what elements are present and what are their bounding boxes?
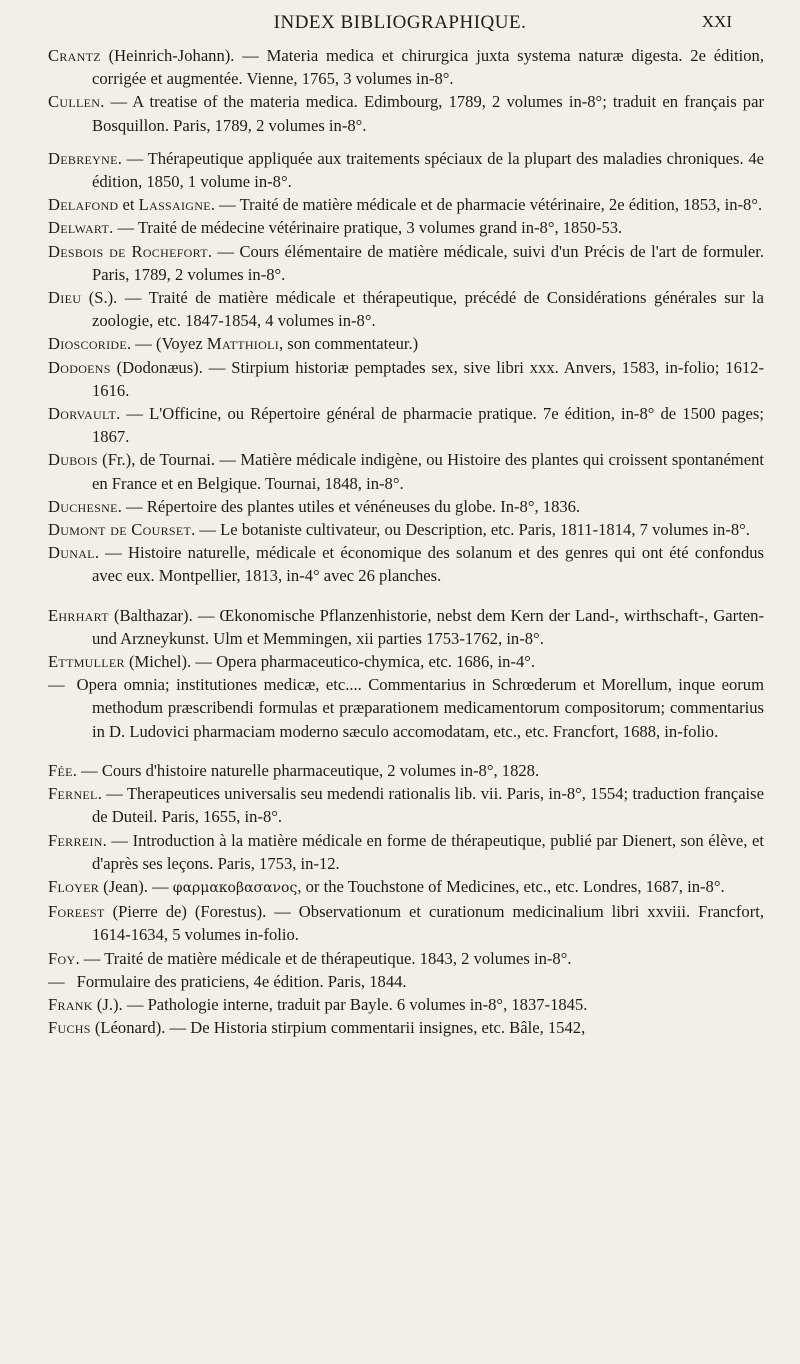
greek-title: φαρμακοβασανος (172, 879, 298, 896)
bib-entry: Ferrein. — Introduction à la matière médicale en forme de thérapeutique, publié par Dienert, son élève, et d'après ses leçons. Paris, 1753, in-12. (48, 830, 764, 873)
bib-entry: Floyer (Jean). — φαρμακοβασανος, or the Touchstone of Medicines, etc., etc. Londres, 1687, in-8°. (48, 876, 725, 896)
page-number: XXI (701, 12, 732, 31)
bib-entry: Foreest (Pierre de) (Forestus). — Observationum et curationum medicinalium libri xxviii. Francfort, 1614-1634, 5 volumes in-folio. (48, 902, 764, 945)
bib-entry: Dioscoride. — (Voyez Matthioli, son commentateur.) (48, 334, 419, 354)
bib-entry: Desbois de Rochefort. — Cours élémentaire de matière médicale, suivi d'un Précis de l'art de formuler. Paris, 1789, 2 volumes in-8°. (48, 241, 764, 284)
bib-entry: Fernel. — Therapeutices universalis seu medendi rationalis lib. vii. Paris, in-8°, 1554; traduction française de Duteil. Paris, 1655, in-8°. (48, 784, 764, 827)
page-header (0, 12, 800, 38)
bib-entry: Dubois (Fr.), de Tournai. — Matière médicale indigène, ou Histoire des plantes qui croissent spontanément en France et en Belgique. Tournai, 1848, in-8°. (48, 450, 764, 493)
bib-entry: Crantz (Heinrich-Johann). — Materia medica et chirurgica juxta systema naturæ digesta. 2e édition, corrigée et augmentée. Vienne, 1765, 3 volumes in-8°. (48, 46, 764, 89)
bib-entry-continuation: — Opera omnia; institutiones medicæ, etc.... Commentarius in Schrœderum et Morellum, inque eorum methodum præscribendi formulas et præparationem medicamentorum compositorum; commentarius in D. Ludovici pharmaciam moderno sæculo accomodatam, etc., etc. Francfort, 1688, in-folio. (48, 675, 764, 741)
bib-entry: Frank (J.). — Pathologie interne, traduit par Bayle. 6 volumes in-8°, 1837-1845. (48, 994, 588, 1014)
bib-entry: Ehrhart (Balthazar). — Œkonomische Pflanzenhistorie, nebst dem Kern der Land-, wirthschaft-, Garten- und Arzneykunst. Ulm et Memmingen, xii parties 1753-1762, in-8°. (48, 605, 764, 648)
bib-entry: Cullen. — A treatise of the materia medica. Edimbourg, 1789, 2 volumes in-8°; traduit en français par Bosquillon. Paris, 1789, 2 volumes in-8°. (48, 92, 764, 135)
bibliography-list (48, 44, 764, 1039)
bib-entry: Dodoens (Dodonæus). — Stirpium historiæ pemptades sex, sive libri xxx. Anvers, 1583, in-folio; 1612-1616. (48, 357, 764, 400)
bib-entry: Debreyne. — Thérapeutique appliquée aux traitements spéciaux de la plupart des maladies chroniques. 4e édition, 1850, 1 volume in-8°. (48, 148, 764, 192)
bib-entry: Fée. — Cours d'histoire naturelle pharmaceutique, 2 volumes in-8°, 1828. (48, 760, 540, 780)
bib-entry: Dorvault. — L'Officine, ou Répertoire général de pharmacie pratique. 7e édition, in-8° de 1500 pages; 1867. (48, 404, 764, 447)
bib-entry: Dumont de Courset. — Le botaniste cultivateur, ou Description, etc. Paris, 1811-1814, 7 volumes in-8°. (48, 520, 750, 540)
bib-entry: Fuchs (Léonard). — De Historia stirpium commentarii insignes, etc. Bâle, 1542, (48, 1018, 586, 1038)
bib-entry: Dieu (S.). — Traité de matière médicale et thérapeutique, précédé de Considérations générales sur la zoologie, etc. 1847-1854, 4 volumes in-8°. (48, 288, 764, 331)
bib-entry: Duchesne. — Répertoire des plantes utiles et vénéneuses du globe. In-8°, 1836. (48, 496, 581, 516)
bib-entry: Delafond et Lassaigne. — Traité de matière médicale et de pharmacie vétérinaire, 2e édition, 1853, in-8°. (48, 195, 763, 215)
bib-entry: Delwart. — Traité de médecine vétérinaire pratique, 3 volumes grand in-8°, 1850-53. (48, 218, 623, 238)
bib-entry: Dunal. — Histoire naturelle, médicale et économique des solanum et des genres qui ont été confondus avec eux. Montpellier, 1813, in-4° avec 26 planches. (48, 543, 764, 586)
bib-entry: Ettmuller (Michel). — Opera pharmaceutico-chymica, etc. 1686, in-4°. (48, 652, 536, 672)
bib-entry: Foy. — Traité de matière médicale et de thérapeutique. 1843, 2 volumes in-8°. (48, 948, 572, 968)
running-title: INDEX BIBLIOGRAPHIQUE. (273, 12, 527, 33)
bib-entry-continuation: — Formulaire des praticiens, 4e édition. Paris, 1844. (48, 971, 407, 991)
